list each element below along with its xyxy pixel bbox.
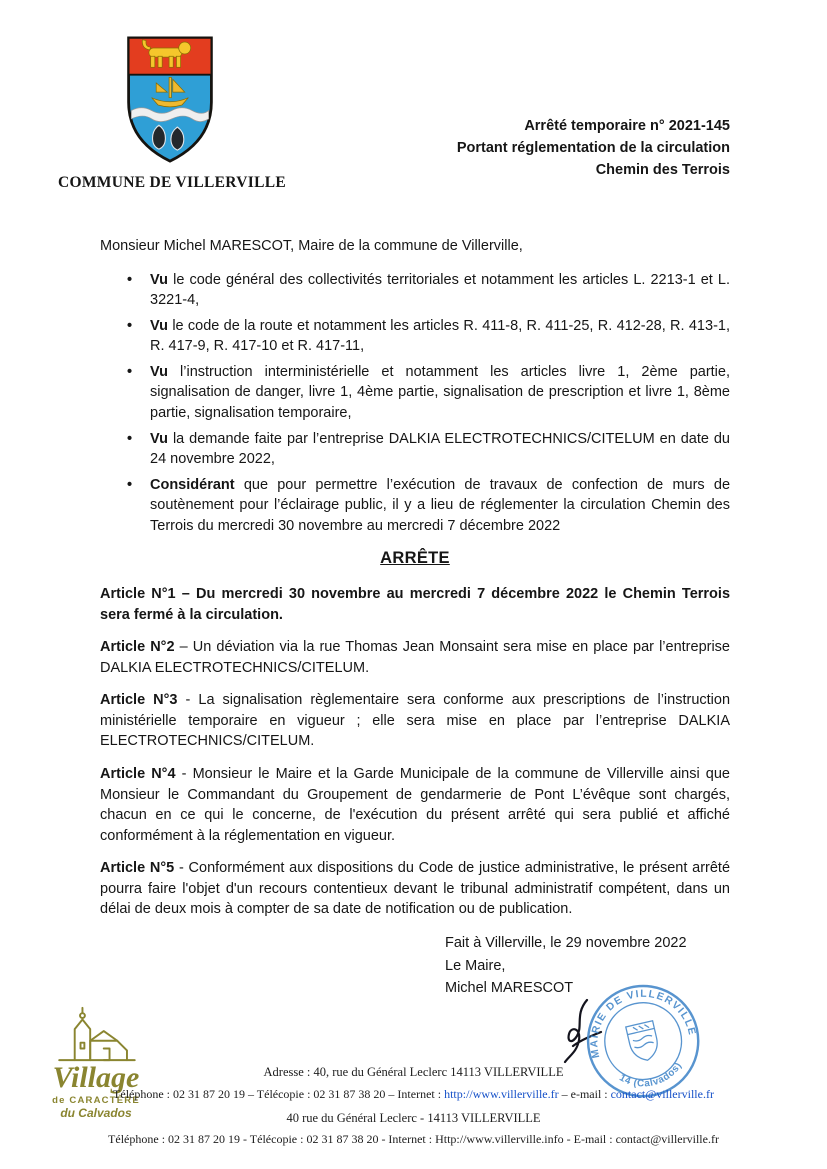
article-separator: –: [181, 585, 190, 602]
recital-text: l’instruction interministérielle et notamment les articles livre 1, 2ème partie, signalisation de danger, livre 1, 4ème partie, signalisation de prescription et livre 1, 8ème partie, signalisation temporaire,: [150, 363, 731, 422]
signature-name: Michel MARESCOT: [445, 979, 574, 996]
footer-contact-pre: Téléphone : 02 31 87 20 19 – Télécopie : 02 31 87 38 20 – Internet :: [113, 1087, 445, 1101]
article-separator: –: [179, 639, 188, 656]
recital-lead: Considérant: [150, 476, 235, 493]
signature-place-date: Fait à Villerville, le 29 novembre 2022: [445, 935, 687, 952]
recital-item: [150, 429, 730, 470]
recital-item: [150, 362, 730, 424]
article-text: Un déviation via la rue Thomas Jean Monsaint sera mise en place par l’entreprise DALKIA ELECTROTECHNICS/CITELUM.: [100, 639, 730, 676]
stamp-top-text: MAIRIE DE VILLERVILLE: [589, 988, 698, 1060]
article-5: [100, 858, 730, 920]
logo-line2: de CARACTÈRE: [52, 1095, 140, 1106]
website-link[interactable]: http://www.villerville.fr: [444, 1087, 559, 1101]
recital-text: le code général des collectivités territoriales et notamment les articles L. 2213-1 et L. 3221-4,: [150, 271, 730, 309]
footer: [0, 1061, 827, 1147]
recital-item: [150, 316, 730, 357]
footer-contact-2: Téléphone : 02 31 87 20 19 - Télécopie : 02 31 87 38 20 - Internet : Http://www.villerville.info - E-mail : contact@villerville.fr: [108, 1132, 719, 1146]
footer-address: Adresse : 40, rue du Général Leclerc 14113 VILLERVILLE: [263, 1065, 564, 1079]
decree-subject: Portant réglementation de la circulation: [456, 139, 730, 156]
footer-address-2: 40 rue du Général Leclerc - 14113 VILLERVILLE: [286, 1111, 541, 1125]
article-3: [100, 690, 730, 752]
article-label: Article N°1: [100, 585, 176, 602]
recital-item: [150, 270, 730, 311]
decree-number: Arrêté temporaire n° 2021-145: [524, 118, 730, 134]
article-label: Article N°4: [100, 765, 176, 782]
decree-header: [457, 116, 730, 181]
article-text: La signalisation règlementaire sera conforme aux prescriptions de l’instruction ministérielle temporaire en vigueur ; elle sera mise en place par l’entreprise DALKIA ELECTROTECHNICS/CITELUM.: [100, 692, 731, 750]
decree-title: ARRÊTE: [380, 548, 450, 567]
article-text: Conformément aux dispositions du Code de justice administrative, le présent arrêté pourra faire l'objet d'un recours contentieux devant le tribunal administratif compétent, dans un délai de deux mois à compter de sa date de notification ou de publication.: [100, 860, 731, 918]
article-separator: -: [178, 860, 184, 877]
article-label: Article N°3: [100, 692, 178, 709]
recital-text: la demande faite par l’entreprise DALKIA ELECTROTECHNICS/CITELUM en date du 24 novembre 2022,: [150, 430, 730, 468]
stamp-bottom-text: 14 (Calvados): [617, 1060, 685, 1090]
email-link[interactable]: contact@villerville.fr: [610, 1087, 714, 1101]
recital-text: que pour permettre l’exécution de travaux de confection de murs de soutènement pour l’éclairage public, il y a lieu de réglementer la circulation Chemin des Terrois du mercredi 30 novembre au mercredi 7 décembre 2022: [150, 476, 731, 534]
article-4: [100, 764, 730, 846]
recital-lead: Vu: [150, 271, 168, 288]
recital-lead: Vu: [150, 317, 168, 334]
stamp-crest-icon: [626, 1021, 661, 1064]
recital-item: [150, 475, 730, 537]
recital-lead: Vu: [150, 363, 168, 380]
logo-name: Village: [52, 1061, 140, 1094]
article-1: [100, 584, 730, 625]
signature-title: Le Maire,: [445, 957, 506, 974]
article-text: Monsieur le Maire et la Garde Municipale de la commune de Villerville ainsi que Monsieur le Commandant du Groupement de gendarmerie de Pont L’évêque sont chargés, chacun en ce qui le concerne, de l'exécution du présent arrêté qui sera publié et affiché conformément à la réglementation en vigueur.: [100, 765, 730, 844]
footer-contact-mid: – e-mail :: [558, 1087, 611, 1101]
recital-lead: Vu: [150, 430, 168, 447]
commune-name: COMMUNE DE VILLERVILLE: [58, 174, 286, 191]
article-separator: -: [181, 765, 187, 782]
article-label: Article N°2: [100, 639, 175, 656]
footer-contact: [0, 1087, 827, 1102]
article-2: [100, 637, 730, 678]
logo-line3: du Calvados: [60, 1106, 132, 1120]
recital-text: le code de la route et notamment les articles R. 411-8, R. 411-25, R. 412-28, R. 413-1, R. 417-9, R. 417-10 et R. 417-11,: [150, 317, 730, 355]
intro-line: Monsieur Michel MARESCOT, Maire de la commune de Villerville,: [100, 238, 523, 254]
article-text: Du mercredi 30 novembre au mercredi 7 décembre 2022 le Chemin Terrois sera fermé à la circulation.: [100, 585, 731, 623]
article-label: Article N°5: [100, 860, 175, 877]
article-separator: -: [185, 692, 191, 709]
recitals-list: [100, 270, 730, 537]
coat-of-arms: [124, 33, 216, 171]
signature-block: [445, 932, 730, 1090]
decree-location: Chemin des Terrois: [595, 161, 730, 178]
